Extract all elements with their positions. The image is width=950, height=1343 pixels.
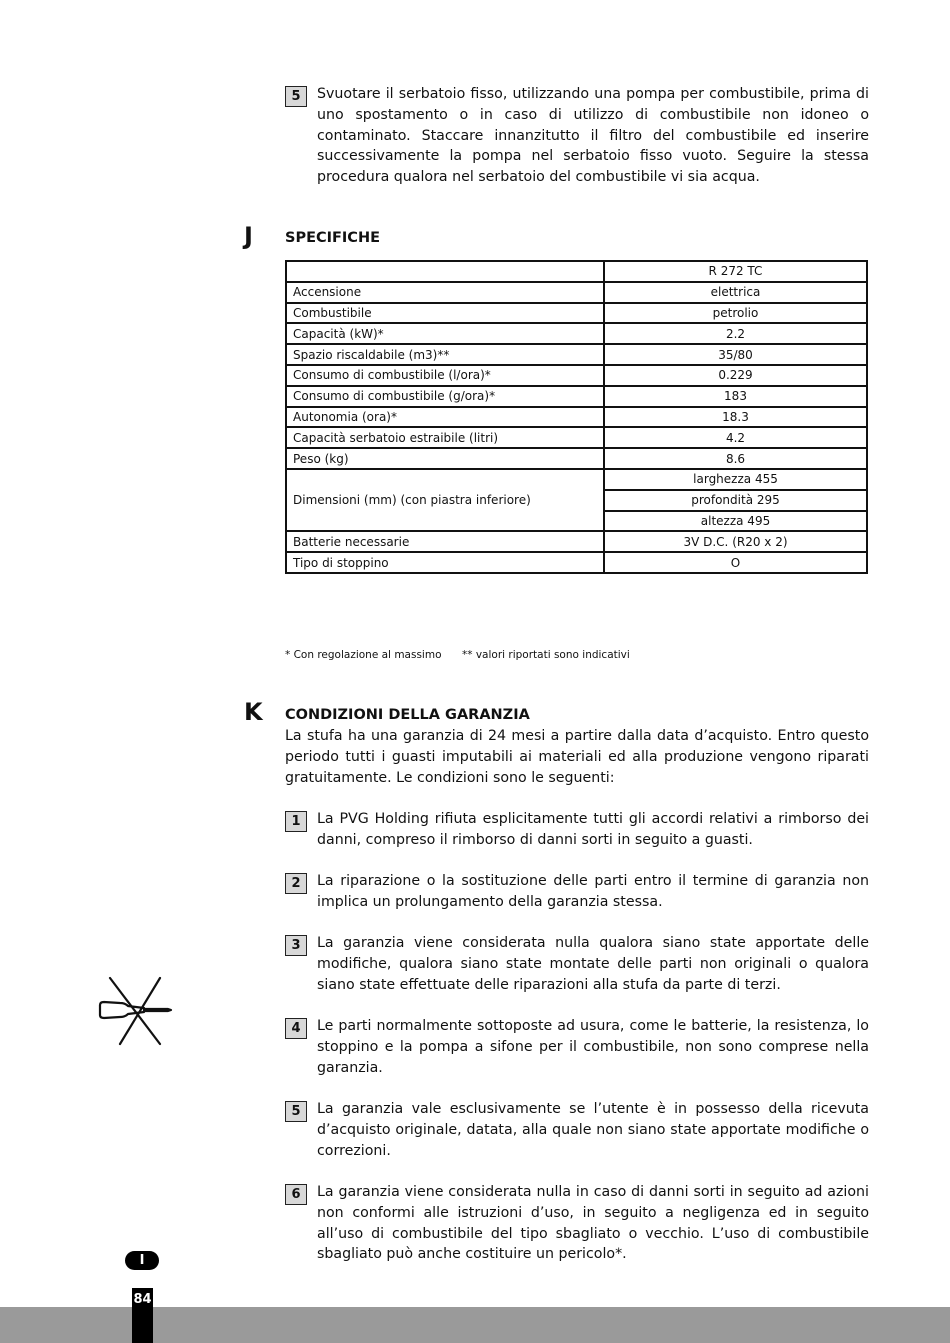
spec-value: elettrica	[604, 282, 867, 303]
spec-label: Consumo di combustibile (g/ora)*	[286, 386, 604, 407]
spec-label: Peso (kg)	[286, 448, 604, 469]
spec-value: 0.229	[604, 365, 867, 386]
language-badge: I	[125, 1251, 159, 1270]
section-letter-k: K	[244, 698, 263, 726]
spec-label: Consumo di combustibile (l/ora)*	[286, 365, 604, 386]
footnote-max-setting: * Con regolazione al massimo	[285, 649, 442, 661]
warranty-item-text: La garanzia vale esclusivamente se l’utente è in possesso della ricevuta d’acquisto originale, datata, alla quale non siano state apportate modifiche o correzioni.	[317, 1101, 869, 1159]
table-header-model: R 272 TC	[604, 261, 867, 282]
spec-value: O	[604, 552, 867, 573]
spec-value: 183	[604, 386, 867, 407]
section-title-specifiche: SPECIFICHE	[285, 230, 380, 246]
table-header-row	[286, 261, 867, 282]
section-letter-j: J	[244, 222, 253, 250]
section-title-garanzia: CONDIZIONI DELLA GARANZIA	[285, 707, 530, 723]
spec-value: 4.2	[604, 427, 867, 448]
crossed-screwdriver-icon	[98, 975, 174, 1047]
page-number: 84	[133, 1292, 152, 1307]
spec-value: petrolio	[604, 303, 867, 324]
footnote-indicative-values: ** valori riportati sono indicativi	[462, 649, 630, 661]
item-number-box: 5	[285, 1101, 307, 1122]
warranty-item-text: La garanzia viene considerata nulla in caso di danni sorti in seguito ad azioni non conformi alle istruzioni d’uso, in seguito a negligenza ed in seguito all’uso di combustibile del tipo sbagliato o vecchio. L’uso di combustibile sbagliato può anche costituire un pericolo*.	[317, 1184, 869, 1263]
table-row	[286, 407, 867, 428]
spec-label: Tipo di stoppino	[286, 552, 604, 573]
spec-label: Capacità serbatoio estraibile (litri)	[286, 427, 604, 448]
warranty-item-text: La PVG Holding rifiuta esplicitamente tutti gli accordi relativi a rimborso dei danni, compreso il rimborso di danni sorti in seguito a guasti.	[317, 811, 869, 848]
spec-value: 18.3	[604, 407, 867, 428]
spec-label-dimensions: Dimensioni (mm) (con piastra inferiore)	[286, 469, 604, 531]
spec-label: Combustibile	[286, 303, 604, 324]
table-row	[286, 344, 867, 365]
spec-label: Capacità (kW)*	[286, 323, 604, 344]
table-row	[286, 552, 867, 573]
spec-value-depth: profondità 295	[604, 490, 867, 511]
table-row	[286, 303, 867, 324]
item-number-box: 5	[285, 86, 307, 107]
item-number-box: 3	[285, 935, 307, 956]
spec-label: Spazio riscaldabile (m3)**	[286, 344, 604, 365]
spec-label: Accensione	[286, 282, 604, 303]
spec-label: Autonomia (ora)*	[286, 407, 604, 428]
spec-value: 2.2	[604, 323, 867, 344]
item-number-box: 1	[285, 811, 307, 832]
item-text: Svuotare il serbatoio fisso, utilizzando una pompa per combustibile, prima di uno spostamento o in caso di utilizzo di combustibile non idoneo o contaminato. Staccare innanzitutto il filtro del combustibile ed inserire successivamente la pompa nel serbatoio fisso vuoto. Seguire la stessa procedura qualora nel serbatoio del combustibile vi sia acqua.	[317, 86, 869, 186]
spec-value: 35/80	[604, 344, 867, 365]
item-number-box: 6	[285, 1184, 307, 1205]
spec-value: 3V D.C. (R20 x 2)	[604, 531, 867, 552]
item-number-box: 4	[285, 1018, 307, 1039]
table-header-empty	[286, 261, 604, 282]
table-row	[286, 386, 867, 407]
table-row	[286, 427, 867, 448]
specifications-table	[285, 260, 868, 574]
item-number-box: 2	[285, 873, 307, 894]
table-row	[286, 365, 867, 386]
table-row	[286, 469, 867, 490]
spec-value-height: altezza 495	[604, 511, 867, 532]
spec-value: 8.6	[604, 448, 867, 469]
spec-value-width: larghezza 455	[604, 469, 867, 490]
warranty-item-text: La garanzia viene considerata nulla qualora siano state apportate delle modifiche, qualora siano state montate delle parti non originali o qualora siano state effettuate delle riparazioni alla stufa da parte di terzi.	[317, 935, 869, 993]
table-row	[286, 323, 867, 344]
table-row	[286, 448, 867, 469]
table-row	[286, 282, 867, 303]
spec-label: Batterie necessarie	[286, 531, 604, 552]
warranty-item-text: Le parti normalmente sottoposte ad usura, come le batterie, la resistenza, lo stoppino e la pompa a sifone per il combustibile, non sono comprese nella garanzia.	[317, 1018, 869, 1076]
warranty-item-text: La riparazione o la sostituzione delle parti entro il termine di garanzia non implica un prolungamento della garanzia stessa.	[317, 873, 869, 910]
table-row	[286, 531, 867, 552]
warranty-intro: La stufa ha una garanzia di 24 mesi a partire dalla data d’acquisto. Entro questo periodo tutti i guasti imputabili ai materiali ed alla produzione vengono riparati gratuitamente. Le condizioni sono le seguenti:	[285, 728, 869, 786]
